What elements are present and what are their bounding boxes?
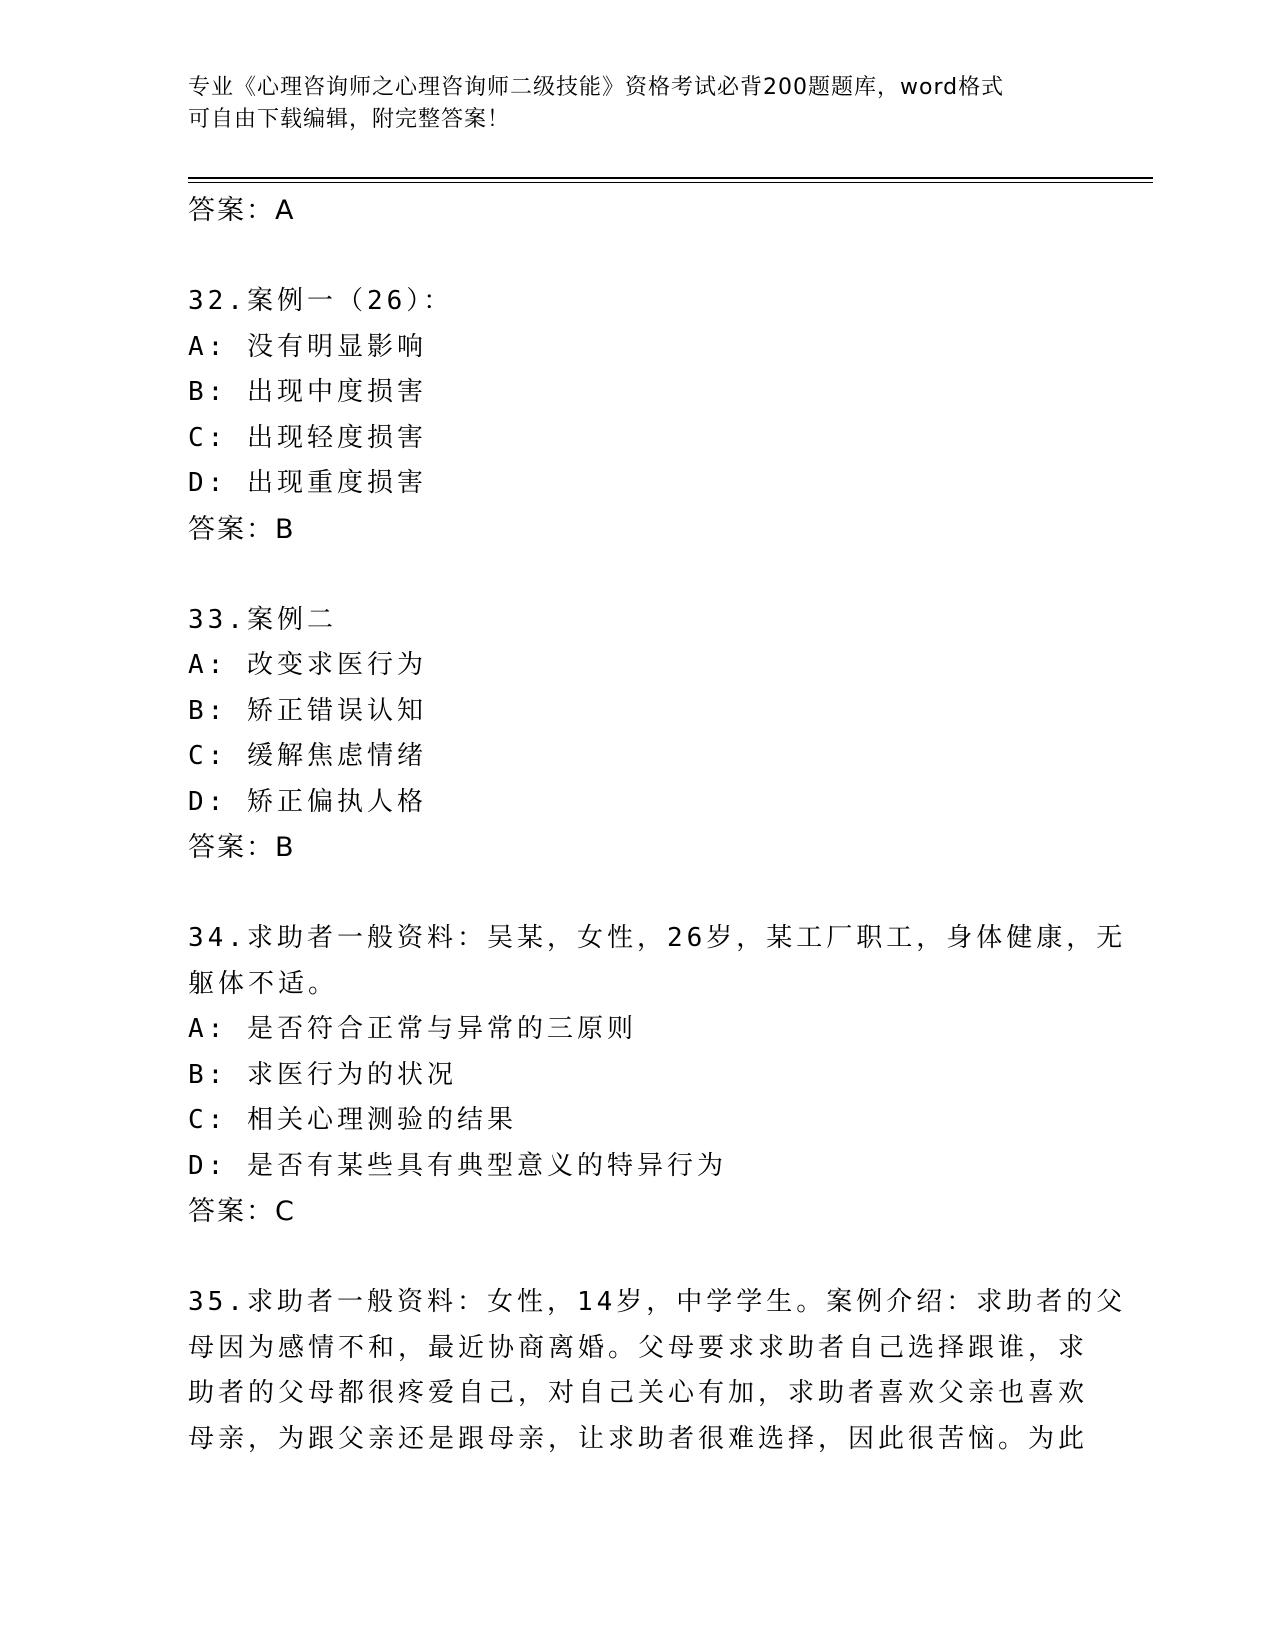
- option-b: B: 矫正错误认知: [188, 695, 427, 726]
- option-b: B: 出现中度损害: [188, 377, 427, 407]
- question-stem-line-1: 34.求助者一般资料：吴某，女性，26岁，某工厂职工，身体健康，无: [188, 923, 1127, 953]
- question-stem-line-4: 母亲，为跟父亲还是跟母亲，让求助者很难选择，因此很苦恼。为此: [188, 1423, 1089, 1454]
- answer: 答案：B: [188, 513, 296, 545]
- question-stem: 33.案例二: [188, 604, 337, 635]
- question-35: [188, 1280, 1127, 1462]
- question-33: [188, 598, 1088, 871]
- option-a: A: 改变求医行为: [188, 650, 427, 680]
- document-body: [188, 188, 1127, 1462]
- document-header: [188, 72, 1068, 136]
- header-title-line-1: 专业《心理咨询师之心理咨询师二级技能》资格考试必背200题题库，word格式: [188, 75, 1005, 100]
- option-c: C: 缓解焦虑情绪: [188, 741, 427, 771]
- option-a: A: 是否符合正常与异常的三原则: [188, 1014, 637, 1044]
- option-c: C: 出现轻度损害: [188, 422, 427, 453]
- option-d: D: 出现重度损害: [188, 468, 427, 498]
- header-title-line-2: 可自由下载编辑，附完整答案！: [188, 107, 511, 132]
- spacer: [188, 871, 1088, 917]
- option-d: D: 矫正偏执人格: [188, 786, 427, 817]
- option-c: C: 相关心理测验的结果: [188, 1105, 517, 1135]
- answer-q31: 答案：A: [188, 195, 296, 226]
- question-stem-line-3: 助者的父母都很疼爱自己，对自己关心有加，求助者喜欢父亲也喜欢: [188, 1378, 1089, 1408]
- question-stem: 32.案例一（26）：: [188, 286, 454, 316]
- spacer: [188, 234, 1088, 280]
- question-34: [188, 916, 1127, 1235]
- question-stem-line-1: 35.求助者一般资料：女性，14岁，中学学生。案例介绍：求助者的父: [188, 1287, 1127, 1317]
- question-stem-line-2: 母因为感情不和，最近协商离婚。父母要求求助者自己选择跟谁，求: [188, 1332, 1089, 1363]
- header-divider-thin: [188, 182, 1153, 183]
- spacer: [188, 1235, 1088, 1281]
- option-d: D: 是否有某些具有典型意义的特异行为: [188, 1150, 727, 1181]
- option-a: A: 没有明显影响: [188, 331, 427, 362]
- question-32: [188, 279, 1088, 552]
- option-b: B: 求医行为的状况: [188, 1059, 457, 1090]
- spacer: [188, 552, 1088, 598]
- question-stem-line-2: 躯体不适。: [188, 968, 339, 999]
- header-divider-thick: [188, 177, 1153, 179]
- answer: 答案：B: [188, 832, 296, 863]
- answer: 答案：C: [188, 1196, 296, 1227]
